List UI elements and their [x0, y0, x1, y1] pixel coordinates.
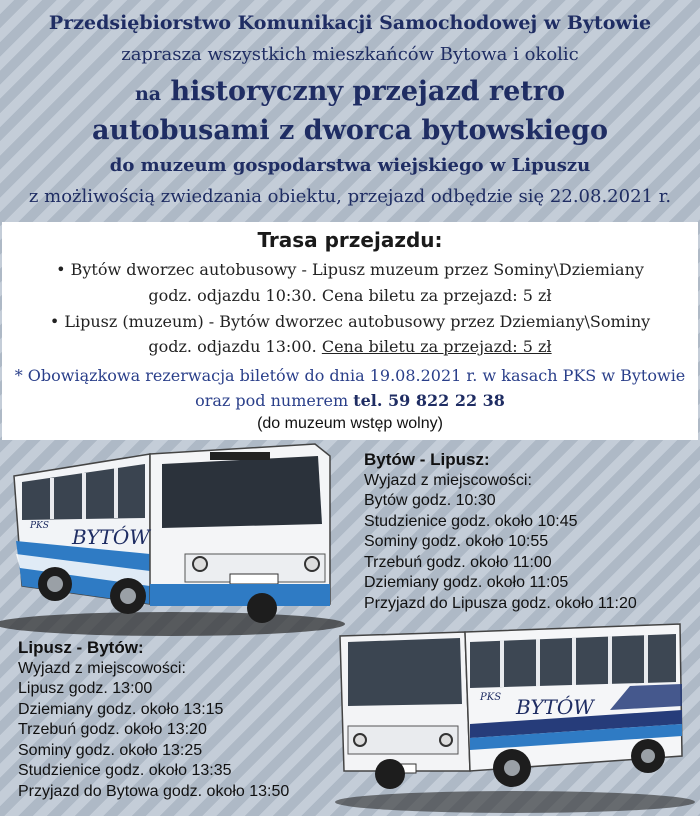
- schedule-out-title: Bytów - Lipusz:: [364, 450, 490, 469]
- main-title-text1: historyczny przejazd retro: [170, 76, 566, 107]
- phone-number: tel. 59 822 22 38: [353, 391, 505, 410]
- route-1-details: [2, 286, 698, 305]
- route-1-description: • Bytów dworzec autobusowy - Lipusz muzeum przez Sominy\Dziemiany: [56, 260, 644, 279]
- route-1-price: Cena biletu za przejazd: 5 zł: [321, 286, 552, 305]
- schedule-back-stop: Dziemiany godz. około 13:15: [18, 700, 224, 718]
- event-date-line: z możliwością zwiedzania obiektu, przejazd odbędzie się 22.08.2021 r.: [28, 186, 672, 207]
- schedule-bytow-lipusz: [364, 450, 637, 614]
- schedule-back-subtitle: Wyjazd z miejscowości:: [18, 659, 186, 677]
- free-entry-note: (do muzeum wstęp wolny): [257, 415, 443, 432]
- poster-header: [0, 0, 700, 222]
- main-title-line1: [0, 76, 700, 107]
- schedule-out-stop: Sominy godz. około 10:55: [364, 533, 549, 550]
- schedule-back-stop: Sominy godz. około 13:25: [18, 741, 203, 759]
- main-title-line2: autobusami z dworca bytowskiego: [92, 115, 608, 146]
- main-title-prefix: na: [134, 83, 162, 105]
- schedule-out-stop: Dziemiany godz. około 11:05: [364, 574, 569, 591]
- schedule-lipusz-bytow: [18, 638, 289, 802]
- reservation-note: * Obowiązkowa rezerwacja biletów do dnia 19.08.2021 r. w kasach PKS w Bytowie: [14, 366, 686, 385]
- destination-subtitle: do muzeum gospodarstwa wiejskiego w Lipuszu: [109, 155, 591, 176]
- schedule-out-stop: Bytów godz. 10:30: [364, 492, 496, 509]
- route-2-departure: godz. odjazdu 13:00.: [148, 337, 317, 356]
- retro-bus-illustration-2: [330, 606, 700, 816]
- route-info-box: [2, 222, 698, 440]
- phone-prefix: oraz pod numerem: [195, 391, 349, 410]
- schedule-out-stop: Trzebuń godz. około 11:00: [364, 553, 552, 571]
- retro-bus-illustration-1: [0, 436, 350, 636]
- schedule-back-stop: Studzienice godz. około 13:35: [18, 762, 232, 779]
- schedule-back-stop: Przyjazd do Bytowa godz. około 13:50: [18, 782, 290, 800]
- phone-line: [2, 391, 698, 410]
- bus2-logo-text: PKS: [480, 692, 502, 703]
- route-1-departure: godz. odjazdu 10:30.: [148, 286, 317, 305]
- invitation-text: zaprasza wszystkich mieszkańców Bytowa i okolic: [121, 44, 579, 65]
- schedule-back-stop: Trzebuń godz. około 13:20: [18, 721, 207, 738]
- bus1-livery-text: BYTÓW: [72, 525, 150, 549]
- organizer-name: Przedsiębiorstwo Komunikacji Samochodowej w Bytowie: [48, 12, 652, 34]
- schedule-out-subtitle: Wyjazd z miejscowości:: [364, 471, 532, 489]
- route-2-details: [2, 337, 698, 356]
- bus1-logo-text: PKS: [30, 521, 49, 531]
- route-title: Trasa przejazdu:: [257, 228, 443, 252]
- schedule-back-title: Lipusz - Bytów:: [18, 638, 144, 657]
- bus2-livery-text: BYTÓW: [516, 695, 594, 719]
- route-2-price: Cena biletu za przejazd: 5 zł: [321, 337, 552, 356]
- route-2-description: • Lipusz (muzeum) - Bytów dworzec autobusowy przez Dziemiany\Sominy: [49, 312, 651, 331]
- schedule-out-stop: Studzienice godz. około 10:45: [364, 512, 578, 530]
- schedule-out-stop: Przyjazd do Lipusza godz. około 11:20: [364, 594, 637, 612]
- schedule-back-stop: Lipusz godz. 13:00: [18, 680, 153, 697]
